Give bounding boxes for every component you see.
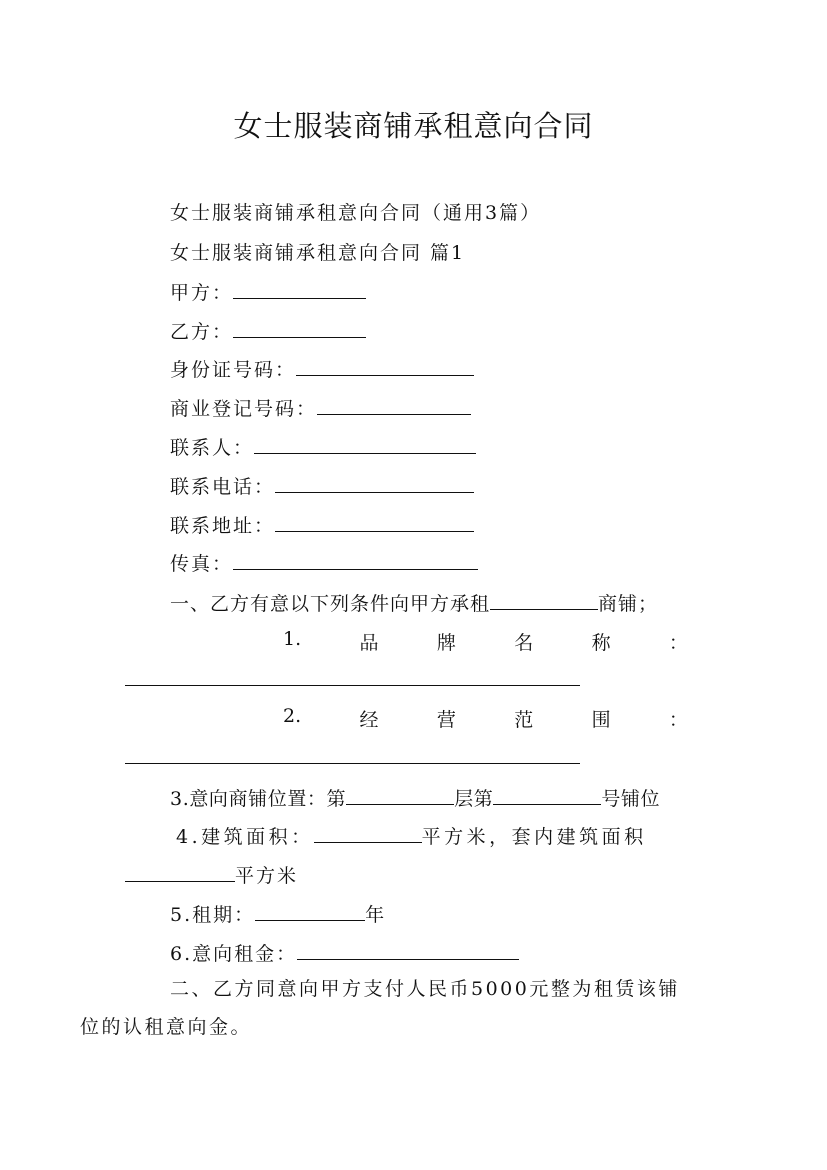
item-5-row	[170, 900, 386, 927]
item-1-blank[interactable]	[125, 685, 580, 686]
id-number-blank[interactable]	[296, 359, 474, 376]
id-number-row	[170, 355, 474, 382]
item-2-char: 围	[591, 709, 611, 731]
clause-2-line-1: 二、乙方同意向甲方支付人民币5000元整为租赁该铺	[170, 978, 680, 1000]
contact-phone-blank[interactable]	[275, 476, 474, 493]
item-1-char: 名	[514, 632, 534, 654]
business-reg-row	[170, 394, 471, 421]
contact-person-blank[interactable]	[254, 437, 476, 454]
item-4-suffix: 平方米	[235, 865, 299, 887]
item-2-label-row	[283, 705, 688, 732]
item-3-prefix: 3.意向商铺位置：第	[170, 788, 347, 810]
clause-2-paragraph	[80, 970, 705, 1046]
item-5-suffix: 年	[365, 904, 387, 926]
inner-area-blank[interactable]	[125, 865, 235, 882]
fax-row	[170, 549, 478, 576]
contact-address-row	[170, 511, 474, 538]
business-reg-label: 商业登记号码：	[170, 398, 318, 420]
clause-1-suffix: 商铺；	[598, 593, 659, 615]
party-b-label: 乙方：	[170, 321, 234, 343]
section-heading: 女士服装商铺承租意向合同 篇1	[170, 242, 466, 264]
item-3-suffix: 号铺位	[601, 788, 661, 810]
item-1-char: 牌	[436, 632, 456, 654]
unit-blank[interactable]	[493, 788, 601, 805]
item-6-prefix: 6.意向租金：	[170, 943, 298, 965]
party-a-label: 甲方：	[170, 282, 234, 304]
contact-address-blank[interactable]	[275, 515, 474, 532]
item-4-row-2	[125, 861, 298, 888]
item-4-prefix: 4.建筑面积：	[176, 826, 314, 848]
item-1-char: ：	[668, 632, 688, 654]
party-a-row	[170, 278, 366, 305]
clause-1-blank[interactable]	[490, 593, 598, 610]
clause-2-line-2: 位的认租意向金。	[80, 1016, 253, 1038]
party-b-row	[170, 317, 366, 344]
rent-blank[interactable]	[297, 943, 519, 960]
item-4-mid: 平方米，套内建筑面积	[421, 826, 647, 848]
fax-blank[interactable]	[233, 553, 478, 570]
item-3-mid: 层第	[454, 788, 494, 810]
business-reg-blank[interactable]	[317, 398, 471, 415]
contact-person-row	[170, 433, 476, 460]
id-number-label: 身份证号码：	[170, 359, 297, 381]
item-6-row	[170, 939, 519, 966]
contact-phone-row	[170, 472, 474, 499]
item-4-row	[176, 822, 647, 849]
party-a-blank[interactable]	[233, 282, 366, 299]
contact-address-label: 联系地址：	[170, 515, 276, 537]
item-2-char: 2.	[283, 705, 302, 727]
party-b-blank[interactable]	[233, 321, 366, 338]
item-2-char: ：	[668, 709, 688, 731]
item-2-char: 范	[514, 709, 534, 731]
subtitle: 女士服装商铺承租意向合同（通用3篇）	[170, 202, 542, 224]
contact-phone-label: 联系电话：	[170, 476, 276, 498]
lease-term-blank[interactable]	[255, 904, 365, 921]
item-2-char: 营	[436, 709, 456, 731]
item-5-prefix: 5.租期：	[170, 904, 256, 926]
item-1-char: 称	[591, 632, 611, 654]
contact-person-label: 联系人：	[170, 437, 255, 459]
item-2-blank[interactable]	[125, 763, 580, 764]
clause-1-prefix: 一、乙方有意以下列条件向甲方承租	[170, 593, 491, 615]
item-1-char: 1.	[283, 628, 302, 650]
item-1-char: 品	[359, 632, 379, 654]
fax-label: 传真：	[170, 553, 234, 575]
item-2-char: 经	[359, 709, 379, 731]
item-3-row	[170, 784, 660, 811]
building-area-blank[interactable]	[314, 826, 422, 843]
document-title: 女士服装商铺承租意向合同	[233, 109, 594, 143]
item-1-label-row	[283, 628, 688, 655]
floor-blank[interactable]	[346, 788, 454, 805]
clause-1-row	[170, 589, 658, 616]
